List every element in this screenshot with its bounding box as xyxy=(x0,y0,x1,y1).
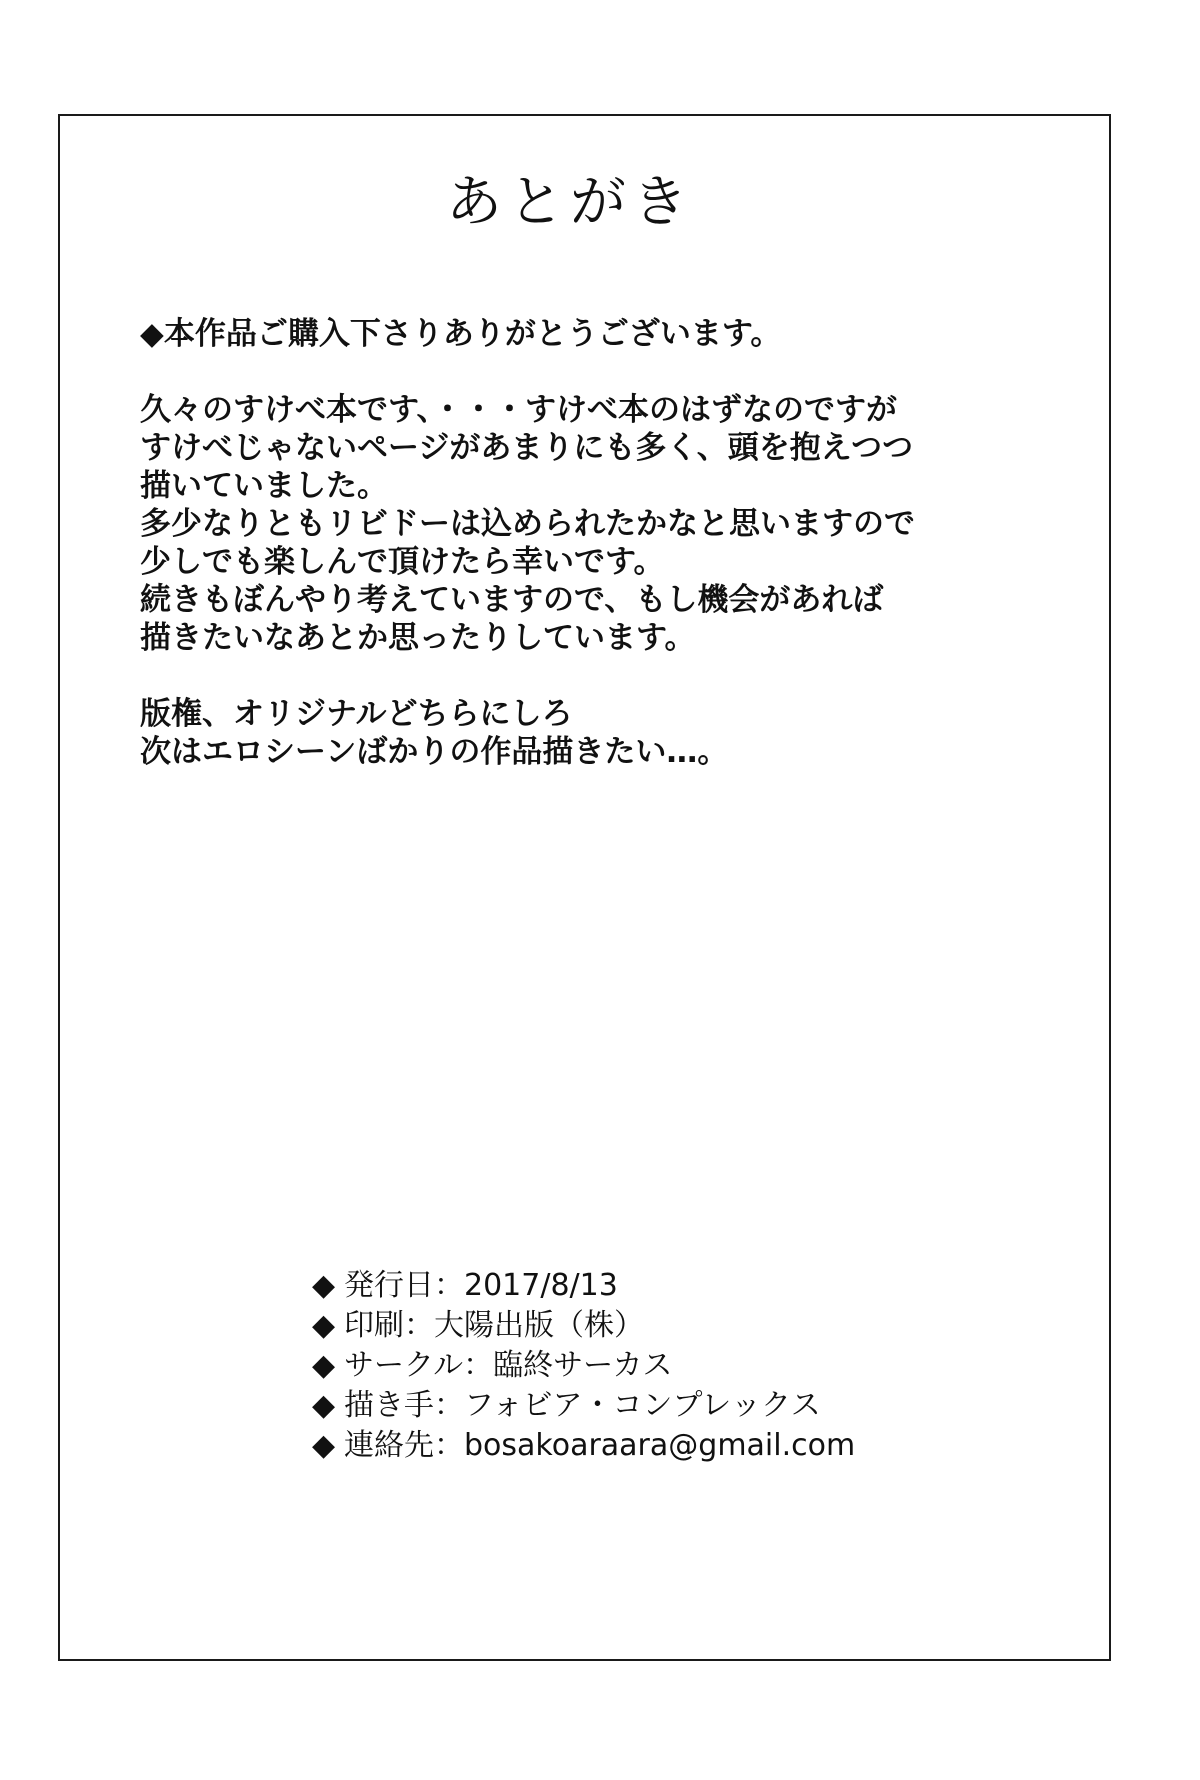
paragraph-gap xyxy=(140,353,1070,391)
colophon-label: サークル xyxy=(344,1348,464,1383)
colophon-value: フォビア・コンプレックス xyxy=(464,1388,821,1423)
colophon-row-printer xyxy=(312,1306,1032,1346)
diamond-bullet-icon: ◆ xyxy=(312,1308,336,1343)
afterword-body xyxy=(140,315,1070,771)
body-line: 版権、オリジナルどちらにしろ xyxy=(140,696,573,732)
colophon-value: 臨終サーカス xyxy=(493,1348,673,1383)
body-line: 続きもぼんやり考えていますので、もし機会があれば xyxy=(140,582,884,618)
diamond-bullet-icon: ◆ xyxy=(312,1268,336,1303)
body-line: 描きたいなあとか思ったりしています。 xyxy=(140,620,696,656)
colophon-row-artist xyxy=(312,1386,1032,1426)
colophon-separator: ： xyxy=(434,1268,464,1303)
colophon-separator: ： xyxy=(434,1428,464,1463)
contact-email: bosakoaraara@gmail.com xyxy=(464,1428,856,1463)
body-line: 多少なりともリビドーは込められたかなと思いますので xyxy=(140,506,915,542)
body-line: 少しでも楽しんで頂けたら幸いです。 xyxy=(140,544,665,580)
colophon-value: 大陽出版（株） xyxy=(434,1308,644,1343)
colophon-value: 2017/8/13 xyxy=(464,1268,618,1303)
diamond-bullet-icon: ◆ xyxy=(312,1428,336,1463)
body-line: 次はエロシーンばかりの作品描きたい…。 xyxy=(140,734,729,770)
diamond-bullet-icon: ◆ xyxy=(312,1388,336,1423)
colophon-label: 印刷 xyxy=(344,1308,404,1343)
greeting-line: ◆本作品ご購入下さりありがとうございます。 xyxy=(140,316,782,352)
colophon xyxy=(312,1266,1032,1466)
colophon-row-circle xyxy=(312,1346,1032,1386)
body-line: 描いていました。 xyxy=(140,468,388,504)
paragraph-gap xyxy=(140,657,1070,695)
colophon-label: 描き手 xyxy=(344,1388,434,1423)
colophon-separator: ： xyxy=(434,1388,464,1423)
body-line: 久々のすけべ本です、・・・すけべ本のはずなのですが xyxy=(140,392,898,428)
diamond-bullet-icon: ◆ xyxy=(312,1348,336,1383)
colophon-label: 連絡先 xyxy=(344,1428,434,1463)
colophon-row-contact xyxy=(312,1426,1032,1466)
body-line: すけべじゃないページがあまりにも多く、頭を抱えつつ xyxy=(140,430,914,466)
colophon-separator: ： xyxy=(404,1308,434,1343)
colophon-row-date xyxy=(312,1266,1032,1306)
afterword-title: あとがき xyxy=(446,170,694,235)
colophon-label: 発行日 xyxy=(344,1268,434,1303)
colophon-separator: ： xyxy=(463,1348,494,1383)
